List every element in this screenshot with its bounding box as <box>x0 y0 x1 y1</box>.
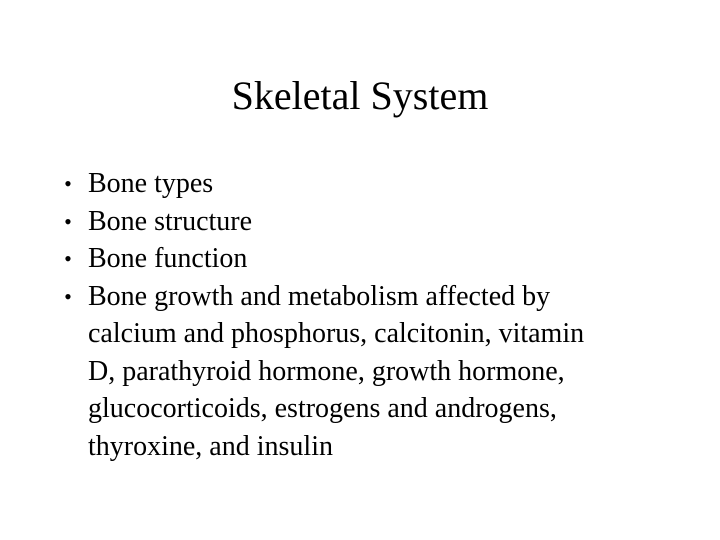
bullet-line: Bone growth and metabolism affected by <box>88 280 551 312</box>
bullet-item-bone-structure <box>50 203 680 241</box>
bullet-item-bone-types <box>50 165 680 203</box>
bullet-text <box>88 203 680 241</box>
bullet-dot-icon: • <box>64 246 72 271</box>
bullet-line: thyroxine, and insulin <box>88 430 333 462</box>
bullet-line: Bone types <box>88 168 214 199</box>
bullet-text <box>88 240 680 278</box>
bullet-line: glucocorticoids, estrogens and androgens, <box>88 393 557 424</box>
bullet-line: Bone structure <box>88 205 253 237</box>
bullet-text <box>88 165 680 203</box>
bullet-dot-icon: • <box>64 171 72 196</box>
bullet-item-bone-function <box>50 240 680 278</box>
bullet-dot-icon: • <box>64 283 72 309</box>
bullet-line: calcium and phosphorus, calcitonin, vitamin <box>88 318 585 349</box>
bullet-text <box>88 278 680 466</box>
slide-title: Skeletal System <box>231 73 489 118</box>
bullet-item-bone-growth <box>50 278 680 466</box>
bullet-line: D, parathyroid hormone, growth hormone, <box>88 355 565 387</box>
bullet-line: Bone function <box>88 243 248 274</box>
bullet-dot-icon: • <box>64 208 72 234</box>
bullet-list <box>50 165 680 465</box>
